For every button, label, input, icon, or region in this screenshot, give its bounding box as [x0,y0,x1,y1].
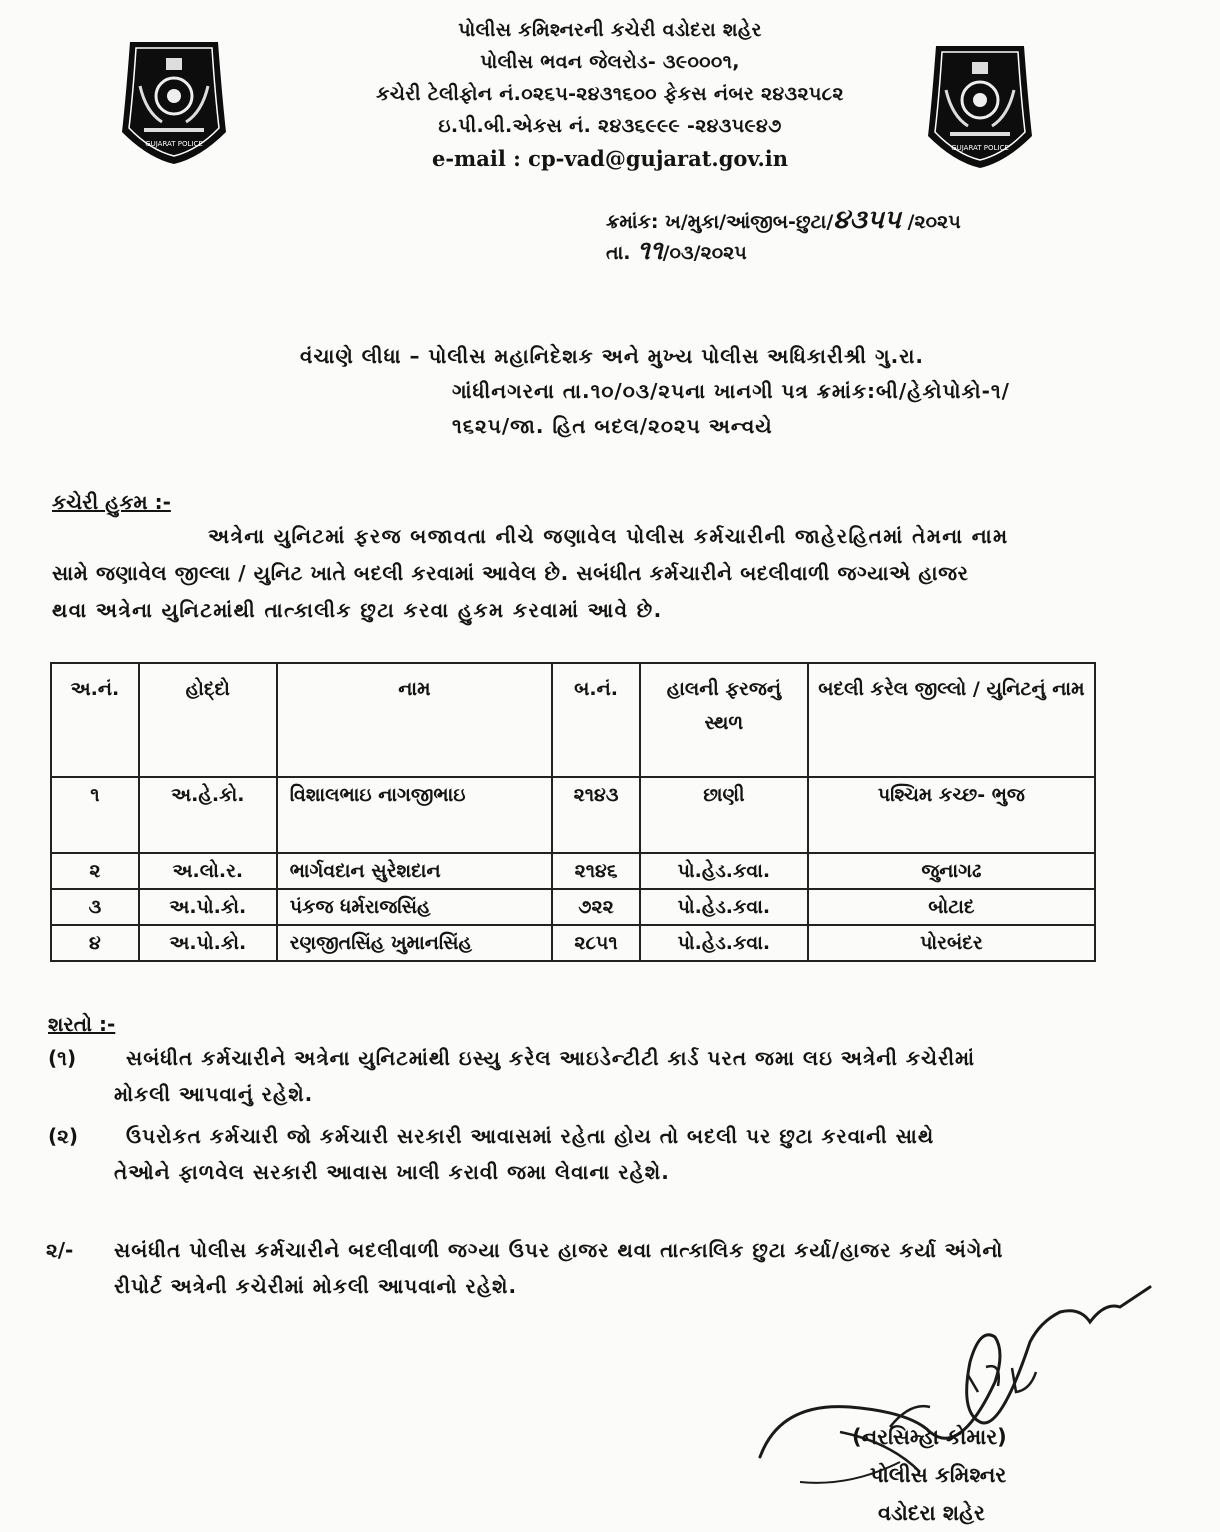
office-address: પોલીસ ભવન જેલરોડ- ૩૯૦૦૦૧, [480,51,740,73]
reference-date-prefix: તા. [606,242,631,264]
badge-text: GUJARAT POLICE [951,144,1009,152]
table-row [51,925,1095,961]
cell-post: અ.પો.કો. [139,925,277,961]
header-name: નામ [277,663,552,777]
signatory-name: (નરસિમ્હા કોમાર) [852,1425,1007,1449]
cell-serial: ૨ [51,853,139,889]
cell-transferred-unit: બોટાદ [808,889,1095,925]
cell-name: પંકજ ધર્મરાજસિંહ [277,889,552,925]
gujarat-police-badge-left [110,36,238,166]
cell-name: વિશાલભાઇ નાગજીભાઇ [277,777,552,853]
order-line-1: અત્રેના યુનિટમાં ફરજ બજાવતા નીચે જણાવેલ પોલીસ કર્મચારીની જાહેરહિતમાં તેમના નામ [208,524,1009,548]
header-buckle-no: બ.નં. [552,663,640,777]
office-phone-fax: કચેરી ટેલીફોન નં.૦૨૬૫-૨૪૩૧૬૦૦ ફેકસ નંબર ૨૪૩૨૫૮૨ [376,83,844,105]
reference-date [606,236,747,267]
read-reference-line-1: વંચાણે લીધા – પોલીસ મહાનિદેશક અને મુખ્ય પોલીસ અધિકારીશ્રી ગુ.રા. [300,344,925,368]
transfer-table [50,662,1096,962]
cell-current-posting: પો.હેડ.કવા. [640,853,808,889]
paragraph-2-line-2: રીપોર્ટ અત્રેની કચેરીમાં મોકલી આપવાનો રહેશે. [114,1274,518,1298]
order-line-3: થવા અત્રેના યુનિટમાંથી તાત્કાલીક છુટા કરવા હુકમ કરવામાં આવે છે. [52,598,663,622]
paragraph-2-line-1: સબંધીત પોલીસ કર્મચારીને બદલીવાળી જગ્યા ઉપર હાજર થવા તાત્કાલિક છુટા કર્યા/હાજર કર્યા અંગેનો [114,1238,1004,1262]
signature-block [830,1418,1060,1532]
cell-current-posting: પો.હેડ.કવા. [640,889,808,925]
cell-name: રણજીતસિંહ ખુમાનસિંહ [277,925,552,961]
table-row [51,777,1095,853]
cell-serial: ૪ [51,925,139,961]
condition-1-line-2: મોકલી આપવાનું રહેશે. [114,1082,314,1106]
order-line-2: સામે જણાવેલ જીલ્લા / યુનિટ ખાતે બદલી કરવામાં આવેલ છે. સબંધીત કર્મચારીને બદલીવાળી જગ્યાએ હાજર [52,561,969,585]
conditions-heading: શરતો :- [48,1012,116,1036]
order-heading: કચેરી હુકમ :- [52,490,171,514]
letterhead [250,14,970,176]
reference-date-handwritten: ૧૧ [637,236,663,266]
cell-buckle-no: ૭૨૨ [552,889,640,925]
cell-buckle-no: ૨૧૪૩ [552,777,640,853]
cell-current-posting: પો.હેડ.કવા. [640,925,808,961]
cell-post: અ.પો.કો. [139,889,277,925]
signatory-designation: પોલીસ કમિશ્નર [870,1463,1007,1487]
reference-number-prefix: ક્રમાંક: ખ/મુકા/આંજીબ-છુટા/ [606,211,834,233]
cell-buckle-no: ૨૮૫૧ [552,925,640,961]
table-row [51,853,1095,889]
condition-2-line-2: તેઓને ફાળવેલ સરકારી આવાસ ખાલી કરાવી જમા લેવાના રહેશે. [114,1160,670,1184]
cell-serial: ૩ [51,889,139,925]
read-reference-line-3: ૧૬૨૫/જા. હિત બદલ/૨૦૨૫ અન્વયે [452,414,773,438]
header-post: હોદ્દો [139,663,277,777]
table-row [51,889,1095,925]
cell-current-posting: છાણી [640,777,808,853]
cell-serial: ૧ [51,777,139,853]
cell-name: ભાર્ગવદાન સુરેશદાન [277,853,552,889]
reference-number [606,205,961,236]
reference-number-suffix: /૨૦૨૫ [907,211,961,233]
office-epabx: ઇ.પી.બી.એકસ નં. ૨૪૩૬૯૯૯ -૨૪૩૫૯૪૭ [438,115,782,137]
reference-date-suffix: /૦૩/૨૦૨૫ [662,242,747,264]
condition-1-line-1: સબંધીત કર્મચારીને અત્રેના યુનિટમાંથી ઇસ્યુ કરેલ આઇડેન્ટીટી કાર્ડ પરત જમા લઇ અત્રેની કચેરીમાં [126,1046,976,1070]
paragraph-2-number: ૨/- [46,1238,74,1262]
reference-number-handwritten: ૪૩૫૫ [833,205,901,235]
header-serial: અ.નં. [51,663,139,777]
badge-text: GUJARAT POLICE [145,140,203,148]
read-reference-line-2: ગાંધીનગરના તા.૧૦/૦૩/૨૫ના ખાનગી પત્ર ક્રમાંક:બી/હેકોપોકો-૧/ [452,379,1010,403]
cell-post: અ.હે.કો. [139,777,277,853]
signatory-office: વડોદરા શહેર [878,1501,985,1525]
cell-transferred-unit: પોરબંદર [808,925,1095,961]
header-current-posting: હાલની ફરજનું સ્થળ [640,663,808,777]
condition-2-number: (૨) [48,1124,79,1148]
office-name: પોલીસ કમિશ્નરની કચેરી વડોદરા શહેર [458,19,762,41]
cell-transferred-unit: પશ્ચિમ કચ્છ- ભુજ [808,777,1095,853]
cell-transferred-unit: જુનાગઢ [808,853,1095,889]
cell-post: અ.લો.ર. [139,853,277,889]
header-transferred-unit: બદલી કરેલ જીલ્લો / યુનિટનું નામ [808,663,1095,777]
cell-buckle-no: ૨૧૪૬ [552,853,640,889]
condition-2-line-1: ઉપરોકત કર્મચારી જો કર્મચારી સરકારી આવાસમાં રહેતા હોય તો બદલી પર છુટા કરવાની સાથે [126,1124,935,1148]
table-header-row [51,663,1095,777]
condition-1-number: (૧) [48,1046,77,1070]
office-email: e-mail : cp-vad@gujarat.gov.in [431,146,789,171]
